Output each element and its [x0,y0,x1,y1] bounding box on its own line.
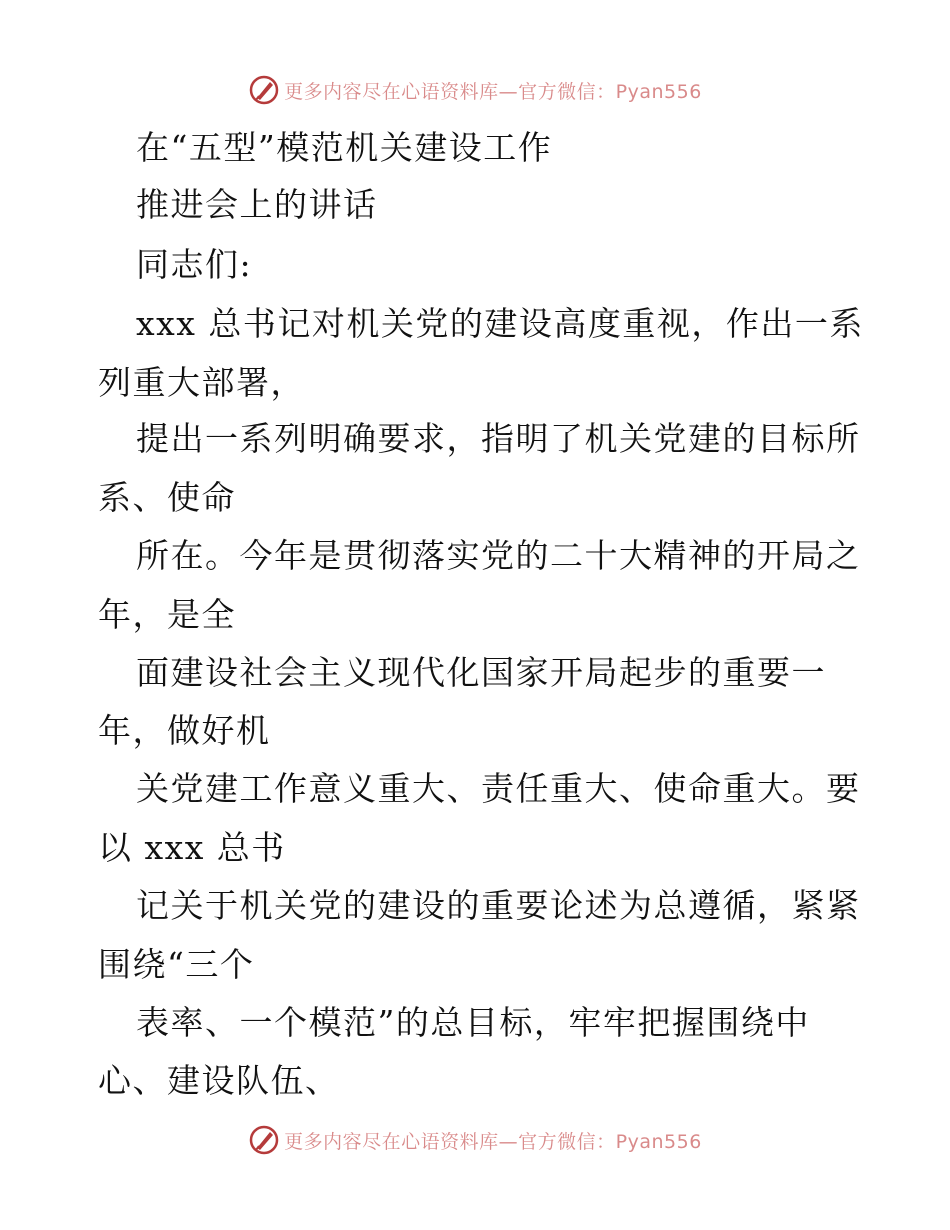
text-line: 系、使命 [98,478,236,517]
text-line: 年，是全 [98,595,236,634]
salutation: 同志们: [136,245,253,284]
feather-pen-logo-icon [248,74,280,106]
text-line: 记关于机关党的建设的重要论述为总遵循，紧紧 [136,886,861,925]
footer-watermark [0,1122,950,1158]
text-line: 围绕“三个 [98,945,255,984]
text-line: 提出一系列明确要求，指明了机关党建的目标所 [136,419,861,458]
text-line: 心、建设队伍、 [98,1061,340,1100]
text-line: 面建设社会主义现代化国家开局起步的重要一 [136,653,826,692]
doc-title-line-1: 在“五型”模范机关建设工作 [136,128,553,167]
text-line: 列重大部署， [98,363,305,402]
text-line: 年，做好机 [98,711,271,750]
text-line: 关党建工作意义重大、责任重大、使命重大。要 [136,769,861,808]
text-line: xxx 总书记对机关党的建设高度重视，作出一系 [136,304,864,343]
text-line: 表率、一个模范”的总目标，牢牢把握围绕中 [136,1003,810,1042]
feather-pen-logo-icon [248,1124,280,1156]
header-watermark-text: 更多内容尽在心语资料库—官方微信：Pyan556 [284,80,702,103]
doc-title-line-2: 推进会上的讲话 [136,185,378,224]
text-line: 以 xxx 总书 [98,828,286,867]
header-watermark [0,72,950,108]
text-line: 所在。今年是贯彻落实党的二十大精神的开局之 [136,536,861,575]
footer-watermark-text: 更多内容尽在心语资料库—官方微信：Pyan556 [284,1130,702,1153]
